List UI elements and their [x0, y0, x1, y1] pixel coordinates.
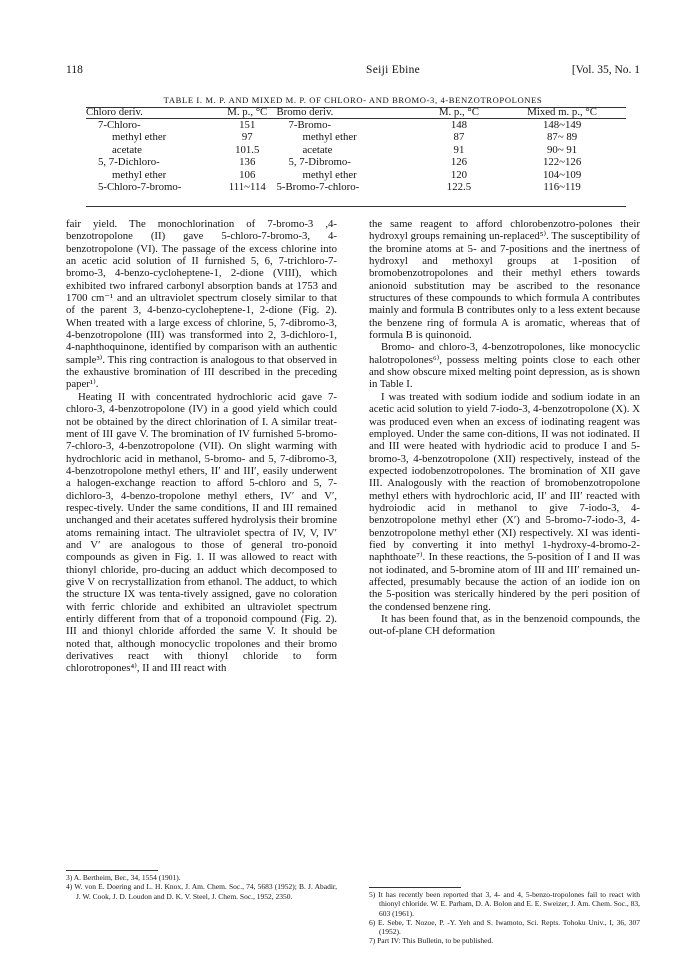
body-paragraph: Heating II with concentrated hydrochloric acid gave 7-chloro-3, 4-benzotropolone (IV) in a good yield which could not be obtained by the direct chlorination of I. A similar treat-ment of III gave V. The bromination of IV furnished 5-bromo-7-chloro-3, 4-benzotropolone (VII). On slight warming with hydrochloric acid in methanol, 5-bromo- and 5, 7-dibromo-3, 4-benzotropolone methyl ethers, II′ and III′, easily underwent a halogen-exchange reaction to afford 5-chloro and 5, 7-dichloro-3, 4-benzo-tropolone methyl ethers, IV′ and V′, respec-tively. Under the same conditions, II and III remained unchanged and their acetates suffered hydrolysis their bromine atoms remaining intact. The ultraviolet spectra of IV, V, IV′ and V′ are analogous to those of general tro-ponoid compounds as given in Fig. 1. II was allowed to react with thionyl chloride, pro-ducing an adduct which decomposed to give V on recrystallization from ethanol. The adduct, to which the structure IX was tenta-tively assigned, gave no coloration with ferric chloride and exhibited an ultraviolet spectrum entirly different from that of a troponoid compound (Fig. 2). III and thionyl chloride afforded the same V. It should be noted that, although monocyclic tropolones and their bromo derivatives react with thionyl chloride to form chlorotropones⁴⁾, II and III react with: [66, 390, 337, 675]
table-cell: 120: [450, 168, 468, 181]
melting-point-table: [86, 106, 626, 193]
table-cell: 106: [239, 168, 256, 181]
table-row: [86, 131, 626, 143]
right-text-column: [369, 218, 640, 638]
table-cell: 101.5: [235, 143, 260, 156]
body-paragraph: the same reagent to afford chlorobenzotro-polones their hydroxyl groups remaining un-replaced⁵⁾. The susceptibility of the bromine atoms at 5- and 7-positions and the inertness of hydroxyl and methoxyl groups at 1-position of bromobenzotropolones and their methyl ethers towards anionoid substitution may be ascribed to the resonance structures of these compounds to which formula A contributes mainly and formula B contributes only to a less extent because the benzene ring of formula A is aromatic, whereas that of formula B is quinonoid.: [369, 218, 640, 342]
table-cell: 148~149: [542, 119, 582, 131]
col-header-mp2: M. p., °C: [438, 106, 479, 119]
table-row: [86, 119, 626, 131]
footnote: 6) E. Sebe, T. Nozoe, P. -Y. Yeh and S. Iwamoto, Sci. Repts. Tohoku Univ., I, 36, 307 (1952).: [369, 917, 640, 937]
table-cell: 90~ 91: [547, 143, 578, 156]
table-cell: 5-Bromo-7-chloro-: [276, 181, 360, 194]
table-cell: 136: [239, 156, 256, 169]
page-number: 118: [66, 64, 83, 76]
table-cell: methyl ether: [112, 168, 167, 181]
left-text-column: [66, 218, 337, 675]
table-row: [86, 181, 626, 193]
table-cell: 148: [450, 119, 468, 131]
table-row: [86, 169, 626, 181]
table-cell: 116~119: [543, 181, 581, 194]
table-cell: methyl ether: [302, 168, 357, 181]
footnote: 7) Part IV: This Bulletin, to be published.: [369, 936, 494, 946]
col-header-mixed: Mixed m. p., °C: [527, 106, 597, 119]
body-paragraph: fair yield. The monochlorination of 7-bromo-3 ,4-benzotropolone (II) gave 5-chloro-7-bromo-3, 4-benzotropolone (VI). The passage of the excess chlorine into an acetic acid solution of II furnished 5, 6, 7-trichloro-7-bromo-3, 4-benzo-cycloheptene-1, 2-dione (VIII), which exhibited two infrared carbonyl absorption bands at 1753 and 1700 cm⁻¹ and an ultraviolet spectrum closely similar to that of the parent 3, 4-benzo-cycloheptene-1, 2-dione (Fig. 2). When treated with a large excess of chlorine, 5, 7-dibromo-3, 4-benzotropolone (III) was transformed into 2, 3-dichloro-1, 4-naphthoquinone, identified by comparison with an authentic sample³⁾. This ring contraction is analogous to that observed in the exhaustive bromination of III described in the preceding paper¹⁾.: [66, 218, 337, 391]
table-cell: acetate: [302, 143, 333, 156]
page-header: [66, 64, 640, 80]
table-cell: 87~ 89: [547, 131, 578, 144]
table-cell: methyl ether: [302, 131, 357, 144]
table-row: [86, 144, 626, 156]
table-cell: 151: [239, 119, 256, 131]
footnote: 4) W. von E. Doering and L. H. Knox, J. Am. Chem. Soc., 74, 5683 (1952); B. J. Abadir, J. W. Cook, J. D. Loudon and D. K. V. Steel, J. Chem. Soc., 1952, 2350.: [66, 882, 337, 901]
table-caption: TABLE I. M. P. AND MIXED M. P. OF CHLORO- AND BROMO-3, 4-BENZOTROPOLONES: [163, 95, 543, 105]
table-cell: 5, 7-Dibromo-: [288, 156, 351, 169]
table-cell: 126: [450, 156, 468, 169]
running-author: Seiji Ebine: [366, 64, 421, 76]
volume-info: [Vol. 35, No. 1: [571, 64, 640, 76]
footnote: 3) A. Bertheim, Ber., 34, 1554 (1901).: [66, 873, 181, 882]
table-cell: 104~109: [542, 168, 582, 181]
body-paragraph: Bromo- and chloro-3, 4-benzotropolones, like monocyclic halotropolones⁶⁾, possess melting points close to each other and show obscure mixed melting point depression, as is shown in Table I.: [369, 341, 640, 391]
table-cell: 7-Chloro-: [98, 119, 141, 131]
col-header-chloro: Chloro deriv.: [86, 106, 143, 119]
footnote-rule-left: [66, 870, 158, 871]
table-row: [86, 156, 626, 168]
table-bottom-rule: [86, 206, 626, 207]
body-paragraph: I was treated with sodium iodide and sodium iodate in an acetic acid solution to yield 7-iodo-3, 4-benzotropolone (X). X was produced even when an excess of iodinating reagent was employed. Under the same con-ditions, II was not iodinated. II and III were heated with hydriodic acid to produce I and 5-bromo-3, 4-benzotropolone (XII) respectively, instead of the expected iodobenzotropolones. The bromination of XII gave III. Analogously with the reaction of bromobenzotropolone methyl ethers with hydrochloric acid, II′ and III′ reacted with hydroiodic acid in methanol to give 7-iodo-3, 4-benzotropolone methyl ether (X′) and 5-bromo-7-iodo-3, 4-benzotropolone methyl ether (XI) respectively. XI was identi-fied by converting it into methyl 1-hydroxy-4-bromo-2-naphthoate⁷⁾. In these reactions, the 5-position of I and II was not iodinated, and 5-bromine atom of III and III′ remained un-affected, presumably because the action of an iodide ion on the 5-position was sterically hindered by the peri position of the condensed benzene ring.: [369, 390, 640, 613]
col-header-mp1: M. p., °C: [227, 106, 268, 119]
col-header-bromo: Bromo deriv.: [276, 106, 334, 119]
footnotes-right: [369, 890, 640, 946]
footnote: 5) It has recently been reported that 3, 4- and 4, 5-benzo-tropolones fail to react with thionyl chloride. W. E. Parham, D. A. Bolon and E. E. Sweizer, J. Am. Chem. Soc., 83, 603 (1961).: [369, 890, 640, 918]
table-cell: 5-Chloro-7-bromo-: [98, 181, 182, 194]
table-header-row: [86, 106, 626, 119]
table-cell: 97: [241, 131, 253, 144]
body-paragraph: It has been found that, as in the benzenoid compounds, the out-of-plane CH deformation: [369, 613, 640, 638]
table-cell: 91: [453, 143, 465, 156]
table-cell: 111~114: [228, 181, 266, 194]
footnote-rule-right: [369, 887, 461, 888]
table-cell: 7-Bromo-: [288, 119, 332, 131]
table-cell: 5, 7-Dichloro-: [98, 156, 160, 169]
table-cell: methyl ether: [112, 131, 167, 144]
table-cell: 122~126: [542, 156, 582, 169]
footnotes-left: [66, 873, 337, 901]
table-cell: acetate: [112, 143, 142, 156]
table-cell: 87: [453, 131, 465, 144]
table-cell: 122.5: [446, 181, 472, 194]
